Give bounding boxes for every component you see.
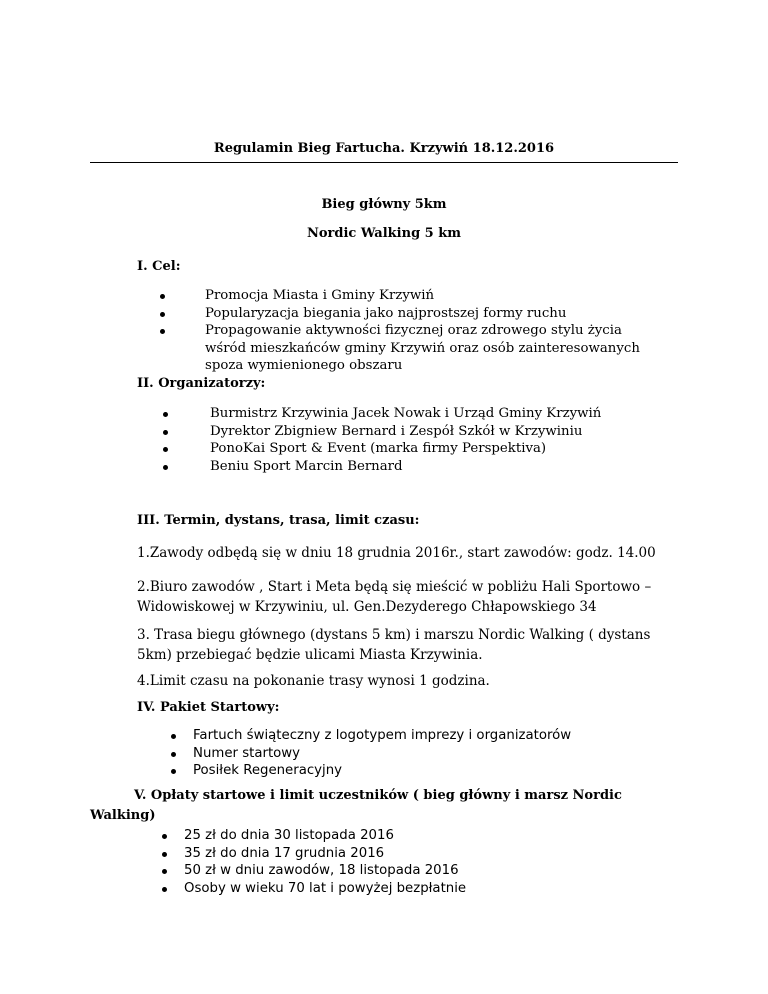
document-title: Regulamin Bieg Fartucha. Krzywiń 18.12.2016 <box>213 141 555 156</box>
subtitle-main-run: Bieg główny 5km <box>321 197 447 212</box>
subtitle-nordic-walking: Nordic Walking 5 km <box>306 226 462 241</box>
section-3-paragraph-2: 2.Biuro zawodów , Start i Meta będą się mieścić w pobliżu Hali Sportowo – Widowiskowej w Krzywiniu, ul. Gen.Dezyderego Chłapowskiego 34 <box>137 579 652 615</box>
section-3-heading: III. Termin, dystans, trasa, limit czasu: <box>137 513 420 528</box>
list-item: Popularyzacja biegania jako najprostszej formy ruchu <box>160 305 660 323</box>
section-4-heading: IV. Pakiet Startowy: <box>137 700 280 715</box>
section-3-paragraph-3: 3. Trasa biegu głównego (dystans 5 km) i marszu Nordic Walking ( dystans 5km) przebiegać będzie ulicami Miasta Krzywinia. <box>137 627 651 663</box>
list-item: Dyrektor Zbigniew Bernard i Zespół Szkół w Krzywiniu <box>163 423 663 441</box>
list-item: Fartuch świąteczny z logotypem imprezy i organizatorów <box>171 727 651 745</box>
section-5-heading: V. Opłaty startowe i limit uczestników ( bieg główny i marsz Nordic Walking) <box>90 788 622 823</box>
list-item: Beniu Sport Marcin Bernard <box>163 458 663 476</box>
list-item: 50 zł w dniu zawodów, 18 listopada 2016 <box>162 862 642 880</box>
section-2-list <box>163 405 663 475</box>
list-item: Burmistrz Krzywinia Jacek Nowak i Urząd Gminy Krzywiń <box>163 405 663 423</box>
title-underline <box>90 162 678 163</box>
section-1-list <box>160 287 660 375</box>
list-item: Promocja Miasta i Gminy Krzywiń <box>160 287 660 305</box>
list-item: Osoby w wieku 70 lat i powyżej bezpłatnie <box>162 880 642 898</box>
list-item: 25 zł do dnia 30 listopada 2016 <box>162 827 642 845</box>
list-item: Propagowanie aktywności fizycznej oraz zdrowego stylu życia wśród mieszkańców gminy Krzywiń oraz osób zainteresowanych spoza wymienionego obszaru <box>160 322 660 375</box>
section-1-heading: I. Cel: <box>137 259 181 274</box>
section-2-heading: II. Organizatorzy: <box>137 376 266 391</box>
section-5-list <box>162 827 642 897</box>
section-3-paragraph-1: 1.Zawody odbędą się w dniu 18 grudnia 2016r., start zawodów: godz. 14.00 <box>137 545 656 561</box>
list-item: Posiłek Regeneracyjny <box>171 762 651 780</box>
list-item: PonoKai Sport & Event (marka firmy Perspektiva) <box>163 440 663 458</box>
list-item: 35 zł do dnia 17 grudnia 2016 <box>162 845 642 863</box>
list-item: Numer startowy <box>171 745 651 763</box>
section-3-paragraph-4: 4.Limit czasu na pokonanie trasy wynosi 1 godzina. <box>137 673 490 689</box>
section-4-list <box>171 727 651 780</box>
